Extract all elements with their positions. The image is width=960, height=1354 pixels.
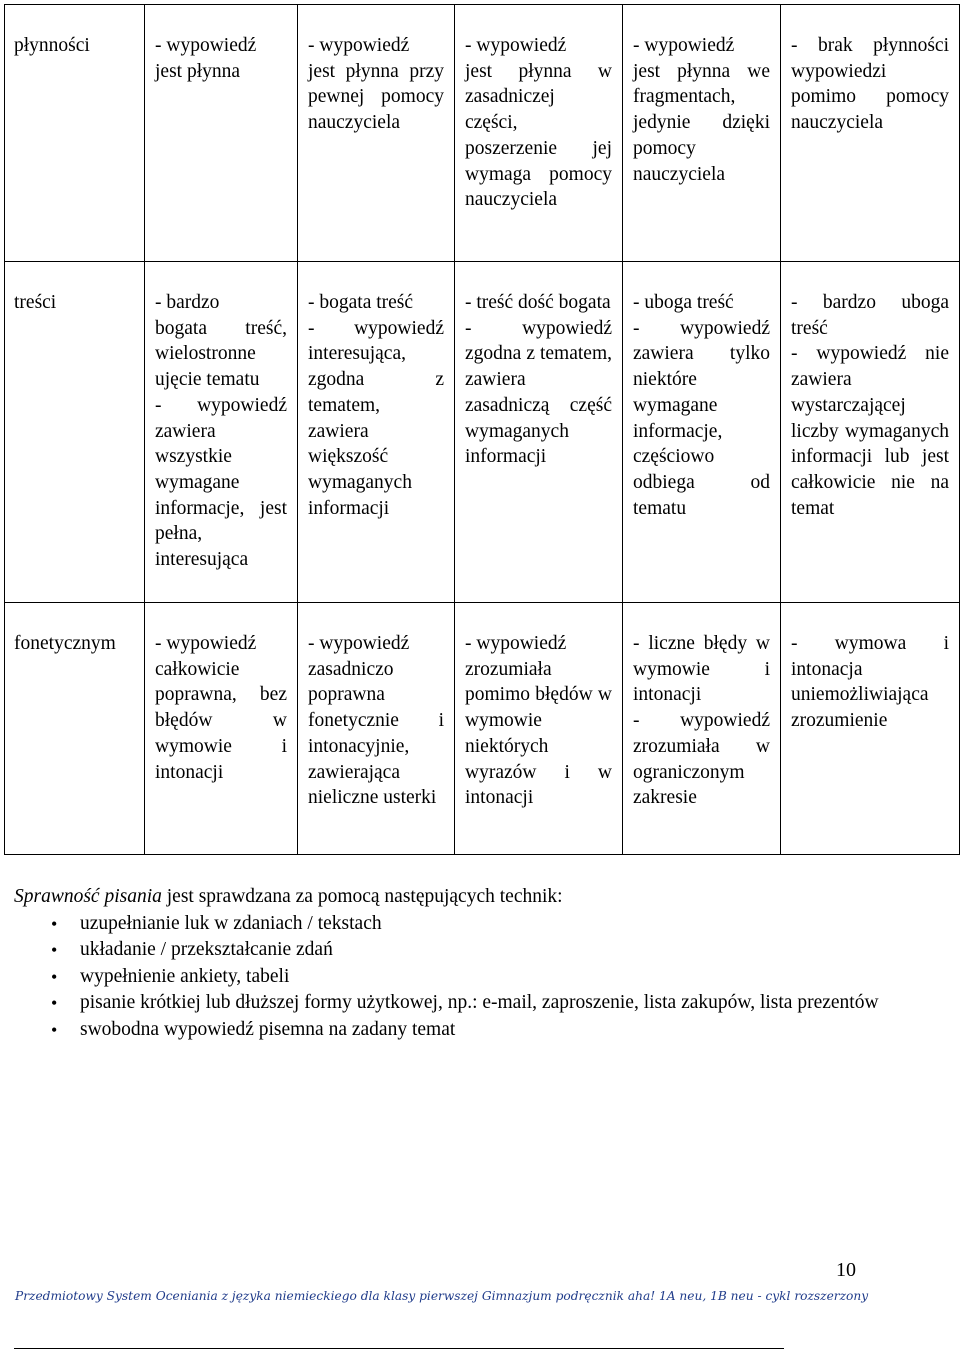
list-item: • wypełnienie ankiety, tabeli	[14, 964, 914, 991]
table-row-content	[5, 262, 960, 603]
criterion-label: treści	[5, 262, 145, 603]
criterion-cell: - bardzo uboga treść - wypowiedź nie zawiera wystarczającej liczby wymaganych informacji lub jest całkowicie nie na temat	[781, 262, 960, 603]
criterion-cell: - liczne błędy w wymowie i intonacji - wypowiedź zrozumiała w ograniczonym zakresie	[623, 603, 781, 855]
bullet-icon: •	[51, 940, 58, 960]
list-item: • swobodna wypowiedź pisemna na zadany temat	[14, 1017, 914, 1044]
bullet-icon: •	[51, 913, 58, 934]
criterion-cell: - treść dość bogata - wypowiedź zgodna z tematem, zawiera zasadniczą część wymaganych informacji	[455, 262, 623, 603]
criterion-label: płynności	[5, 5, 145, 262]
table-row-phonetic	[5, 603, 960, 855]
bullet-icon: •	[51, 966, 58, 987]
table-row-fluency	[5, 5, 960, 262]
criterion-cell: - wypowiedź zasadniczo poprawna fonetycznie i intonacyjnie, zawierająca nieliczne usterki	[298, 603, 455, 855]
criterion-label: fonetycznym	[5, 603, 145, 855]
page-footer: Przedmiotowy System Oceniania z języka niemieckiego dla klasy pierwszej Gimnazjum podręcznik aha! 1A neu, 1B neu - cykl rozszerzony	[15, 1289, 869, 1303]
criterion-cell: - uboga treść - wypowiedź zawiera tylko niektóre wymagane informacje, częściowo odbiega od tematu	[623, 262, 781, 603]
criterion-cell: - wypowiedź zrozumiała pomimo błędów w wymowie niektórych wyrazów i w intonacji	[455, 603, 623, 855]
list-item: • układanie / przekształcanie zdań	[14, 937, 914, 964]
bullet-icon: •	[51, 1019, 58, 1040]
writing-techniques-list	[14, 911, 914, 1044]
criterion-cell: - wypowiedź całkowicie poprawna, bez błędów w wymowie i intonacji	[145, 603, 298, 855]
list-item: • pisanie krótkiej lub dłuższej formy użytkowej, np.: e-mail, zaproszenie, lista zakupów, lista prezentów	[14, 990, 914, 1017]
criterion-cell: - bogata treść - wypowiedź interesująca, zgodna z tematem, zawiera większość wymaganych informacji	[298, 262, 455, 603]
criterion-cell: - wypowiedź jest płynna w zasadniczej części, poszerzenie jej wymaga pomocy nauczyciela	[455, 5, 623, 262]
list-item: • uzupełnianie luk w zdaniach / tekstach	[14, 911, 914, 938]
criterion-cell: - wypowiedź jest płynna	[145, 5, 298, 262]
writing-intro	[14, 884, 914, 911]
bullet-icon: •	[51, 993, 58, 1013]
page-number: 10	[836, 1259, 856, 1281]
criterion-cell: - wymowa i intonacja uniemożliwiająca zrozumienie	[781, 603, 960, 855]
writing-intro-emphasis: Sprawność pisania	[14, 886, 162, 907]
criterion-cell: - brak płynności wypowiedzi pomimo pomocy nauczyciela	[781, 5, 960, 262]
criterion-cell: - wypowiedź jest płynna we fragmentach, jedynie dzięki pomocy nauczyciela	[623, 5, 781, 262]
criterion-cell: - wypowiedź jest płynna przy pewnej pomocy nauczyciela	[298, 5, 455, 262]
writing-skills-section	[14, 884, 914, 1043]
assessment-criteria-table	[4, 4, 960, 855]
criterion-cell: - bardzo bogata treść, wielostronne ujęcie tematu - wypowiedź zawiera wszystkie wymagane informacje, jest pełna, interesująca	[145, 262, 298, 603]
writing-intro-text: jest sprawdzana za pomocą następujących technik:	[161, 886, 563, 907]
footer-divider	[14, 1348, 784, 1349]
